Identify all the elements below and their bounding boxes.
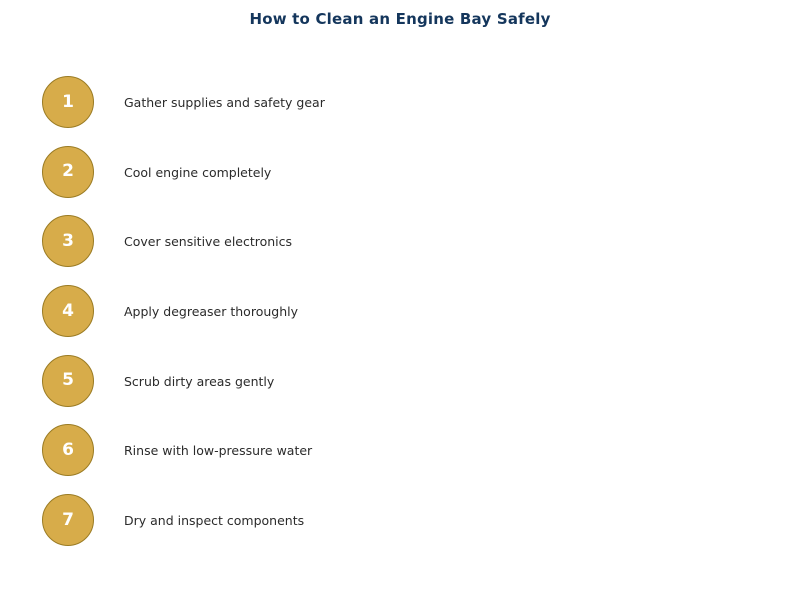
step-label: Apply degreaser thoroughly [124,304,298,320]
list-item [0,494,800,564]
step-label: Rinse with low-pressure water [124,443,313,459]
list-item [0,146,800,216]
step-number-badge: 6 [42,424,94,476]
step-label: Cool engine completely [124,164,272,180]
page-title: How to Clean an Engine Bay Safely [249,10,551,28]
step-number-badge: 1 [42,76,94,128]
step-label: Dry and inspect components [124,513,305,529]
steps-list [0,76,800,564]
step-number-badge: 7 [42,494,94,546]
step-label: Cover sensitive electronics [124,234,293,250]
list-item [0,215,800,285]
list-item [0,76,800,146]
step-number-badge: 4 [42,285,94,337]
step-number-badge: 5 [42,355,94,407]
list-item [0,285,800,355]
step-number-badge: 3 [42,215,94,267]
step-label: Gather supplies and safety gear [124,95,325,110]
list-item [0,355,800,425]
step-label: Scrub dirty areas gently [124,373,275,389]
step-number-badge: 2 [42,146,94,198]
list-item [0,424,800,494]
